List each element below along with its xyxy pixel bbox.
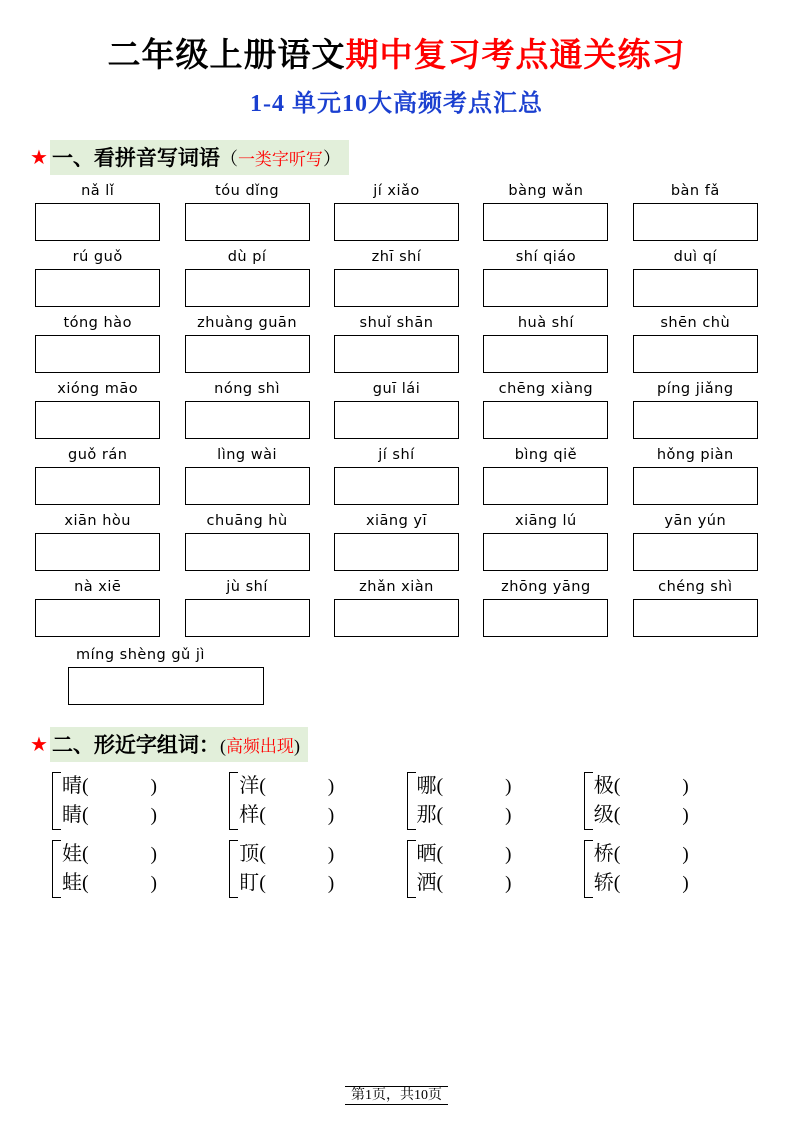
pinyin-cell <box>329 579 464 637</box>
character-pair-lines <box>239 772 334 830</box>
pinyin-label: zhǎn xiàn <box>359 579 434 596</box>
pinyin-label: chēng xiàng <box>498 381 594 398</box>
pinyin-label: xióng māo <box>57 381 139 398</box>
pinyin-cell <box>30 579 165 637</box>
pinyin-label: nóng shì <box>214 381 281 398</box>
section2-title: 二、形近字组词： <box>51 733 220 758</box>
write-box[interactable] <box>35 269 160 307</box>
character-prompt: 级( <box>593 804 621 827</box>
character-line[interactable] <box>62 801 157 830</box>
write-box[interactable] <box>633 401 758 439</box>
write-box[interactable] <box>633 599 758 637</box>
pinyin-cell <box>179 579 314 637</box>
pinyin-cell <box>179 249 314 307</box>
write-box[interactable] <box>35 533 160 571</box>
character-pair-lines <box>239 840 334 898</box>
character-line[interactable] <box>417 801 512 830</box>
pinyin-label: guī lái <box>372 381 421 398</box>
pinyin-cell <box>179 315 314 373</box>
pinyin-label: rú guǒ <box>72 249 123 266</box>
character-prompt: 晴( <box>62 775 89 798</box>
write-box[interactable] <box>334 203 459 241</box>
section2-paren-close: ) <box>293 736 300 757</box>
pinyin-cell <box>478 381 613 439</box>
pinyin-label: jí xiǎo <box>373 183 420 200</box>
pinyin-cell <box>628 381 763 439</box>
pinyin-label: bàng wǎn <box>508 183 584 200</box>
pinyin-cell <box>30 183 165 241</box>
write-box[interactable] <box>185 599 310 637</box>
character-prompt: 那( <box>416 804 444 827</box>
write-box[interactable] <box>334 269 459 307</box>
character-pair <box>229 840 396 898</box>
pinyin-cell <box>478 513 613 571</box>
page-title <box>30 36 763 77</box>
write-box[interactable] <box>35 467 160 505</box>
write-box[interactable] <box>633 467 758 505</box>
close-paren: ) <box>505 844 512 866</box>
bracket-icon <box>407 840 416 898</box>
character-prompt: 样( <box>239 804 266 827</box>
character-line[interactable] <box>62 840 157 869</box>
section2-note: 高频出现 <box>225 737 294 757</box>
section1-title: 一、看拼音写词语 <box>51 146 220 171</box>
bracket-icon <box>229 840 238 898</box>
pinyin-label: xiāng lú <box>515 513 577 530</box>
pinyin-cell <box>329 381 464 439</box>
character-line[interactable] <box>417 840 512 869</box>
write-box[interactable] <box>334 599 459 637</box>
section1-paren-open: （ <box>219 149 238 170</box>
close-paren: ) <box>150 776 157 798</box>
pinyin-cell <box>30 381 165 439</box>
bracket-icon <box>52 772 61 830</box>
similar-characters-grid <box>30 772 763 898</box>
character-prompt: 桥( <box>593 843 621 866</box>
pinyin-label: jí shí <box>378 447 415 464</box>
pinyin-label: shí qiáo <box>515 249 577 266</box>
write-box[interactable] <box>68 667 264 705</box>
write-box[interactable] <box>633 269 758 307</box>
pinyin-label: hǒng piàn <box>656 447 734 464</box>
character-line[interactable] <box>417 869 512 898</box>
pinyin-cell <box>329 249 464 307</box>
section1-paren-close: ） <box>322 149 341 170</box>
bracket-icon <box>584 840 593 898</box>
bracket-icon <box>52 840 61 898</box>
pinyin-cell <box>478 447 613 505</box>
character-line[interactable] <box>594 801 689 830</box>
character-pair <box>584 840 751 898</box>
close-paren: ) <box>505 805 512 827</box>
character-pair-lines <box>594 772 689 830</box>
pinyin-label: xiān hòu <box>64 513 131 530</box>
character-pair <box>407 840 574 898</box>
section1-heading <box>30 140 763 175</box>
character-pair <box>52 772 219 830</box>
pinyin-label: huà shí <box>517 315 574 332</box>
pinyin-cell <box>478 315 613 373</box>
pinyin-label: xiāng yī <box>365 513 428 530</box>
write-box[interactable] <box>633 335 758 373</box>
close-paren: ) <box>327 776 335 798</box>
pinyin-label: duì qí <box>673 249 717 266</box>
write-box[interactable] <box>483 467 608 505</box>
character-pair <box>407 772 574 830</box>
write-box[interactable] <box>35 335 160 373</box>
character-line[interactable] <box>62 772 157 801</box>
pinyin-label: nǎ lǐ <box>81 183 115 200</box>
page-title-black: 二年级上册语文 <box>107 38 346 74</box>
star-icon: ★ <box>30 146 48 169</box>
page-footer <box>0 1084 793 1104</box>
pinyin-label: lìng wài <box>217 447 278 464</box>
pinyin-label: zhī shí <box>371 249 422 266</box>
pinyin-label: nà xiē <box>74 579 122 596</box>
write-box[interactable] <box>483 203 608 241</box>
write-box[interactable] <box>35 203 160 241</box>
pinyin-label: tóu dǐng <box>215 183 280 200</box>
character-prompt: 娃( <box>62 843 89 866</box>
character-line[interactable] <box>239 840 334 869</box>
star-icon: ★ <box>30 733 48 756</box>
pinyin-label: dù pí <box>227 249 267 266</box>
pinyin-label: shuǐ shān <box>359 315 434 332</box>
pinyin-label: bàn fǎ <box>670 183 720 200</box>
write-box[interactable] <box>35 401 160 439</box>
pinyin-cell <box>478 249 613 307</box>
character-prompt: 洋( <box>239 775 266 798</box>
pinyin-cell <box>329 513 464 571</box>
close-paren: ) <box>682 805 689 827</box>
close-paren: ) <box>505 776 512 798</box>
pinyin-cell <box>628 183 763 241</box>
pinyin-cell <box>329 315 464 373</box>
pinyin-cell <box>30 249 165 307</box>
bracket-icon <box>229 772 238 830</box>
character-line[interactable] <box>594 772 689 801</box>
character-prompt: 哪( <box>416 775 444 798</box>
character-pair <box>584 772 751 830</box>
write-box[interactable] <box>334 467 459 505</box>
character-line[interactable] <box>62 869 157 898</box>
pinyin-cell <box>628 513 763 571</box>
write-box[interactable] <box>185 335 310 373</box>
close-paren: ) <box>682 844 689 866</box>
pinyin-cell <box>478 579 613 637</box>
pinyin-cell <box>628 579 763 637</box>
character-prompt: 极( <box>593 775 621 798</box>
character-prompt: 洒( <box>416 872 444 895</box>
pinyin-label: chéng shì <box>658 579 733 596</box>
close-paren: ) <box>327 844 335 866</box>
write-box[interactable] <box>185 203 310 241</box>
character-line[interactable] <box>239 801 334 830</box>
page-title-red: 期中复习考点通关练习 <box>345 38 686 74</box>
pinyin-label: chuāng hù <box>206 513 288 530</box>
pinyin-cell <box>179 381 314 439</box>
pinyin-cell <box>179 183 314 241</box>
character-pair-lines <box>594 840 689 898</box>
pinyin-grid <box>30 183 763 645</box>
write-box[interactable] <box>483 533 608 571</box>
character-pair-lines <box>417 840 512 898</box>
pinyin-label: tóng hào <box>63 315 132 332</box>
character-prompt: 轿( <box>593 872 621 895</box>
pinyin-cell <box>179 513 314 571</box>
write-box[interactable] <box>334 335 459 373</box>
character-pair-lines <box>417 772 512 830</box>
character-prompt: 顶( <box>239 843 266 866</box>
pinyin-label: shēn chù <box>660 315 731 332</box>
write-box[interactable] <box>334 401 459 439</box>
write-box[interactable] <box>334 533 459 571</box>
bracket-icon <box>407 772 416 830</box>
character-line[interactable] <box>417 772 512 801</box>
character-pair <box>229 772 396 830</box>
character-pair-lines <box>62 840 157 898</box>
close-paren: ) <box>505 873 512 895</box>
write-box[interactable] <box>633 203 758 241</box>
pinyin-cell <box>30 315 165 373</box>
close-paren: ) <box>327 805 335 827</box>
write-box[interactable] <box>633 533 758 571</box>
character-line[interactable] <box>239 869 334 898</box>
pinyin-cell <box>478 183 613 241</box>
character-pair-lines <box>62 772 157 830</box>
pinyin-cell <box>179 447 314 505</box>
close-paren: ) <box>150 873 157 895</box>
close-paren: ) <box>682 776 689 798</box>
character-prompt: 晒( <box>416 843 444 866</box>
pinyin-label: jù shí <box>226 579 268 596</box>
section2-paren-open: ( <box>219 736 226 757</box>
pinyin-label: míng shèng gǔ jì <box>76 647 205 664</box>
pinyin-label: zhuàng guān <box>197 315 298 332</box>
write-box[interactable] <box>185 269 310 307</box>
section2-heading-band <box>50 727 308 762</box>
character-prompt: 睛( <box>62 804 89 827</box>
pinyin-cell-last <box>30 647 763 705</box>
pinyin-label: bìng qiě <box>514 447 578 464</box>
pinyin-cell <box>628 315 763 373</box>
write-box[interactable] <box>185 467 310 505</box>
close-paren: ) <box>682 873 689 895</box>
pinyin-cell <box>628 447 763 505</box>
page-number: 第1页，共10页 <box>345 1086 448 1105</box>
character-line[interactable] <box>594 840 689 869</box>
section1-heading-band <box>50 140 349 175</box>
page-subtitle: 1-4 单元10大高频考点汇总 <box>250 91 543 118</box>
write-box[interactable] <box>483 269 608 307</box>
pinyin-label: yān yún <box>664 513 727 530</box>
section2-heading <box>30 727 763 762</box>
pinyin-label: guǒ rán <box>67 447 128 464</box>
pinyin-label: píng jiǎng <box>657 381 734 398</box>
character-line[interactable] <box>594 869 689 898</box>
pinyin-cell <box>329 183 464 241</box>
write-box[interactable] <box>185 401 310 439</box>
close-paren: ) <box>327 873 335 895</box>
close-paren: ) <box>150 844 157 866</box>
character-prompt: 蛙( <box>62 872 89 895</box>
pinyin-cell <box>30 513 165 571</box>
write-box[interactable] <box>483 599 608 637</box>
pinyin-label: zhōng yāng <box>501 579 591 596</box>
close-paren: ) <box>150 805 157 827</box>
pinyin-cell <box>30 447 165 505</box>
section1-note: 一类字听写 <box>237 150 323 170</box>
pinyin-cell <box>628 249 763 307</box>
bracket-icon <box>584 772 593 830</box>
write-box[interactable] <box>35 599 160 637</box>
write-box[interactable] <box>483 401 608 439</box>
write-box[interactable] <box>483 335 608 373</box>
character-line[interactable] <box>239 772 334 801</box>
write-box[interactable] <box>185 533 310 571</box>
pinyin-cell <box>329 447 464 505</box>
character-prompt: 盯( <box>239 872 266 895</box>
character-pair <box>52 840 219 898</box>
